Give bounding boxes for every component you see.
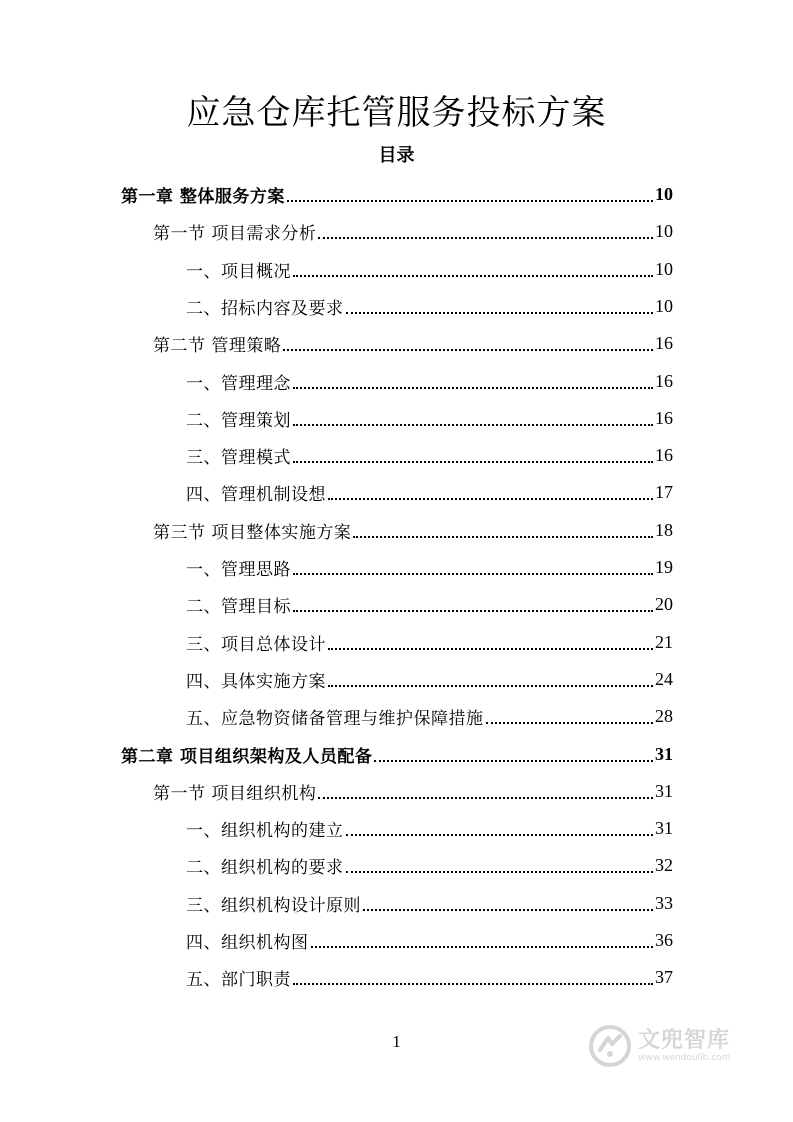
toc-entry-page: 31 xyxy=(655,780,673,801)
toc-entry-page: 17 xyxy=(655,482,673,503)
toc-entry-page: 31 xyxy=(655,743,673,764)
toc-entry-page: 16 xyxy=(655,407,673,428)
toc-entry-label: 第三节 项目整体实施方案 xyxy=(153,522,352,543)
toc-entry[interactable] xyxy=(186,549,673,586)
toc-entry-label: 二、管理策划 xyxy=(186,410,291,431)
toc-dot-leader xyxy=(293,572,653,575)
toc-entry[interactable] xyxy=(186,661,673,698)
watermark xyxy=(588,1018,758,1074)
toc-dot-leader xyxy=(318,796,653,799)
toc-entry[interactable] xyxy=(186,885,673,922)
toc-entry-label: 二、招标内容及要求 xyxy=(186,298,344,319)
toc-entry-label: 三、项目总体设计 xyxy=(186,634,326,655)
toc-dot-leader xyxy=(346,311,654,314)
toc-dot-leader xyxy=(293,386,653,389)
toc-entry-page: 20 xyxy=(655,594,673,615)
toc-dot-leader xyxy=(353,535,653,538)
toc-entry-label: 四、管理机制设想 xyxy=(186,485,326,506)
toc-dot-leader xyxy=(486,721,654,724)
toc-dot-leader xyxy=(293,982,653,985)
toc-entry[interactable] xyxy=(186,698,673,735)
watermark-subtext: www.wendoulib.com xyxy=(638,1052,731,1063)
toc-entry[interactable] xyxy=(186,586,673,623)
watermark-text: 文兜智库 xyxy=(638,1027,731,1053)
toc-entry[interactable] xyxy=(186,810,673,847)
toc-entry-page: 37 xyxy=(655,967,673,988)
toc-entry-page: 16 xyxy=(655,333,673,354)
toc-entry[interactable] xyxy=(153,213,673,250)
toc-dot-leader xyxy=(328,647,653,650)
toc-entry-label: 三、管理模式 xyxy=(186,448,291,469)
toc-entry-page: 10 xyxy=(655,221,673,242)
toc-entry[interactable] xyxy=(153,773,673,810)
document-title: 应急仓库托管服务投标方案 xyxy=(186,93,607,133)
toc-entry-page: 32 xyxy=(655,855,673,876)
toc-entry-label: 一、管理思路 xyxy=(186,560,291,580)
toc-entry-page: 31 xyxy=(655,818,673,839)
toc-entry-page: 21 xyxy=(655,631,673,652)
toc-entry-label: 一、管理理念 xyxy=(186,373,291,394)
toc-entry-label: 五、应急物资储备管理与维护保障措施 xyxy=(186,709,484,730)
toc-entry-page: 19 xyxy=(655,557,673,577)
toc-dot-leader xyxy=(311,945,654,948)
toc-heading: 目录 xyxy=(378,145,415,166)
toc-entry[interactable] xyxy=(186,922,673,959)
toc-dot-leader xyxy=(318,236,653,239)
toc-entry-label: 一、项目概况 xyxy=(186,261,291,282)
toc-dot-leader xyxy=(328,497,653,500)
toc-entry-label: 一、组织机构的建立 xyxy=(186,821,344,842)
toc-entry[interactable] xyxy=(186,437,673,474)
toc-dot-leader xyxy=(293,274,653,277)
toc-entry[interactable] xyxy=(186,363,673,400)
toc-entry[interactable] xyxy=(186,400,673,437)
toc-entry-page: 36 xyxy=(655,930,673,950)
toc-entry-page: 10 xyxy=(655,295,673,316)
toc-dot-leader xyxy=(293,460,653,463)
toc-entry-label: 二、管理目标 xyxy=(186,597,291,618)
toc-dot-leader xyxy=(287,199,653,202)
toc-entry-label: 第一章 整体服务方案 xyxy=(121,187,285,207)
toc-entry-label: 四、组织机构图 xyxy=(186,933,309,953)
toc-entry[interactable] xyxy=(153,512,673,549)
toc-entry-label: 第一节 项目组织机构 xyxy=(153,783,317,804)
toc-entry-page: 10 xyxy=(655,258,673,279)
toc-entry-label: 三、组织机构设计原则 xyxy=(186,895,361,916)
toc-dot-leader xyxy=(328,684,653,687)
toc-dot-leader xyxy=(363,908,653,911)
toc-entry-label: 五、部门职责 xyxy=(186,970,291,991)
toc-dot-leader xyxy=(374,759,653,762)
toc-dot-leader xyxy=(293,423,653,426)
toc-entry[interactable] xyxy=(186,251,673,288)
toc-entry-page: 18 xyxy=(655,519,673,540)
toc-dot-leader xyxy=(346,833,654,836)
toc-entry-page: 28 xyxy=(655,706,673,727)
toc-entry-label: 第二章 项目组织架构及人员配备 xyxy=(121,746,373,767)
toc-entry-label: 四、具体实施方案 xyxy=(186,671,326,692)
toc-entry[interactable] xyxy=(186,959,673,996)
toc-entry-page: 16 xyxy=(655,370,673,391)
toc-entry-page: 10 xyxy=(655,184,673,204)
wenku-logo-icon xyxy=(588,1024,632,1068)
toc-entry-label: 第一节 项目需求分析 xyxy=(153,224,317,245)
toc-dot-leader xyxy=(293,609,653,612)
toc-entry[interactable] xyxy=(186,288,673,325)
toc-entry[interactable] xyxy=(186,624,673,661)
toc-entry[interactable] xyxy=(153,325,673,362)
page-number: 1 xyxy=(392,1032,401,1051)
toc-entry[interactable] xyxy=(186,474,673,511)
toc-dot-leader xyxy=(283,348,653,351)
toc-entry[interactable] xyxy=(121,176,673,213)
toc-entry[interactable] xyxy=(121,736,673,773)
toc-dot-leader xyxy=(346,870,654,873)
toc-entry-label: 二、组织机构的要求 xyxy=(186,858,344,879)
toc-entry-label: 第二节 管理策略 xyxy=(153,336,282,357)
toc-entry-page: 24 xyxy=(655,668,673,689)
toc-entry-page: 16 xyxy=(655,445,673,466)
toc-entry[interactable] xyxy=(186,847,673,884)
toc-entry-page: 33 xyxy=(655,892,673,913)
